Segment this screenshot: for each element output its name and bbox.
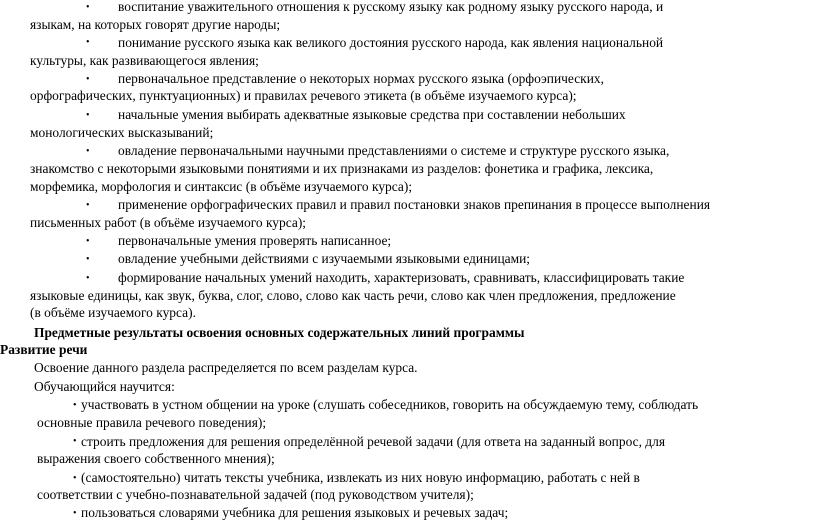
subsection-heading: Развитие речи	[0, 341, 88, 357]
list-item-line: (в объёме изучаемого курса).	[30, 305, 196, 321]
bullet-icon: •	[73, 472, 77, 484]
list-item-line: овладение учебными действиями с изучаемыми языковыми единицами;	[118, 251, 531, 267]
list-item-line: первоначальные умения проверять написанное;	[118, 232, 392, 248]
bullet-icon: •	[86, 109, 90, 121]
bullet-icon: •	[73, 508, 77, 520]
bullet-icon: •	[86, 235, 90, 247]
bullet-icon: •	[86, 254, 90, 266]
list-item-line: овладение первоначальными научными представлениями о системе и структуре русского языка,	[118, 143, 670, 159]
bullet-icon: •	[86, 200, 90, 212]
paragraph: Обучающийся научится:	[34, 378, 175, 394]
list-item-line: понимание русского языка как великого достояния русского народа, как явления национальной	[118, 34, 664, 50]
bullet-icon: •	[86, 2, 90, 13]
list-item-line: соответствии с учебно-познавательной задачей (под руководством учителя);	[37, 487, 474, 503]
section-heading: Предметные результаты освоения основных содержательных линий программы	[34, 324, 525, 340]
list-item-line: монологических высказываний;	[30, 124, 214, 140]
list-item-line: письменных работ (в объёме изучаемого курса);	[30, 214, 307, 230]
bullet-icon: •	[86, 272, 90, 284]
bullet-icon: •	[86, 37, 90, 49]
list-item-line: участвовать в устном общении на уроке (слушать собеседников, говорить на обсуждаемую тему, соблюдать	[81, 397, 699, 413]
list-item-line: основные правила речевого поведения);	[37, 414, 267, 430]
bullet-icon: •	[86, 73, 90, 85]
list-item-line: формирование начальных умений находить, характеризовать, сравнивать, классифицировать такие	[118, 269, 685, 285]
list-item-line: знакомство с некоторыми языковыми понятиями и их признаками из разделов: фонетика и графика, лексика,	[30, 161, 654, 177]
bullet-icon: •	[86, 146, 90, 158]
list-item-line: морфемика, морфология и синтаксис (в объёме изучаемого курса);	[30, 178, 413, 194]
bullet-icon: •	[73, 436, 77, 448]
list-item-line: строить предложения для решения определённой речевой задачи (для ответа на заданный вопрос, для	[81, 433, 666, 449]
list-item-line: первоначальное представление о некоторых нормах русского языка (орфоэпических,	[118, 70, 604, 86]
list-item-line: орфографических, пунктуационных) и правилах речевого этикета (в объёме изучаемого курса);	[30, 88, 577, 104]
list-item-line: воспитание уважительного отношения к русскому языку как родному языку русского народа, и	[118, 0, 664, 15]
paragraph: Освоение данного раздела распределяется по всем разделам курса.	[34, 360, 418, 376]
list-item-line: языковые единицы, как звук, буква, слог, слово, слово как часть речи, слово как член предложения, предложение	[30, 287, 676, 303]
list-item-line: культуры, как развивающегося явления;	[30, 53, 259, 69]
bullet-icon: •	[73, 400, 77, 412]
list-item-line: выражения своего собственного мнения);	[37, 451, 275, 467]
list-item-line: применение орфографических правил и правил постановки знаков препинания в процессе выполнения	[118, 197, 711, 213]
list-item-line: языкам, на которых говорят другие народы;	[30, 16, 281, 32]
list-item-line: пользоваться словарями учебника для решения языковых и речевых задач;	[81, 505, 509, 521]
list-item-line: (самостоятельно) читать тексты учебника, извлекать из них новую информацию, работать с ней в	[81, 469, 640, 485]
list-item-line: начальные умения выбирать адекватные языковые средства при составлении небольших	[118, 107, 626, 123]
